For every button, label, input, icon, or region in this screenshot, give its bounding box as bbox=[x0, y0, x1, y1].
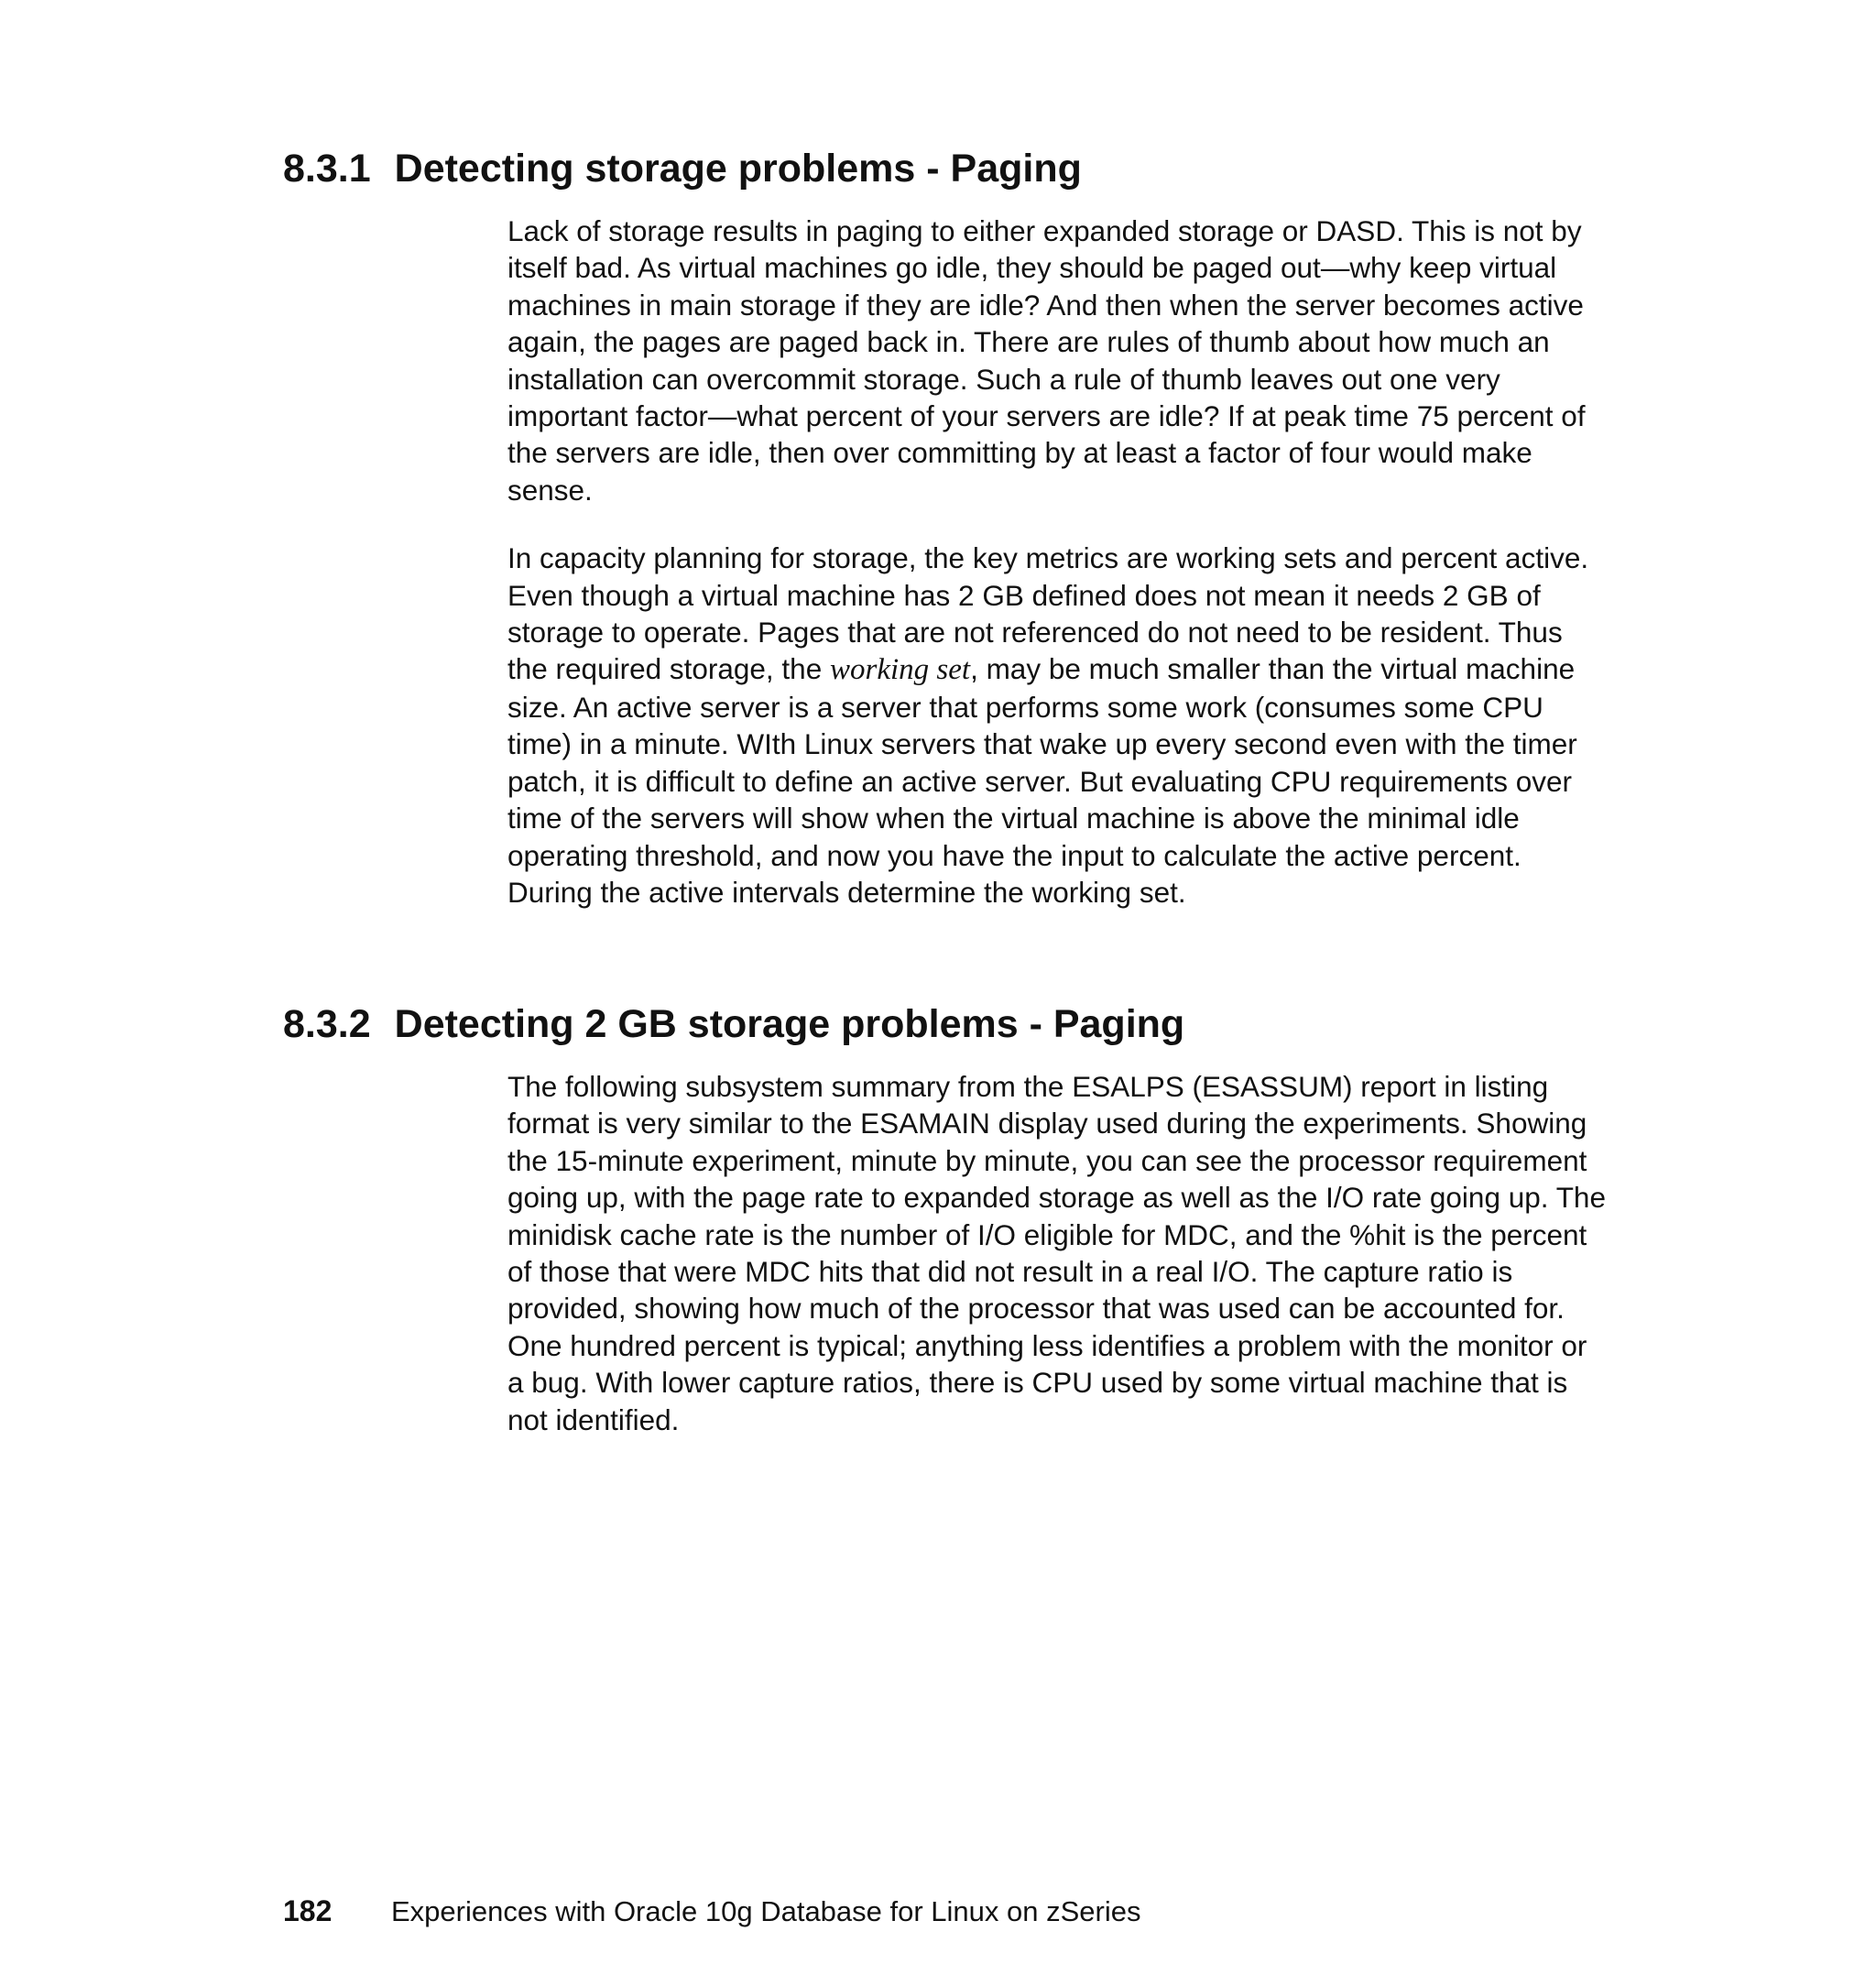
section-body-8-3-2 bbox=[507, 1068, 1607, 1469]
paragraph-text: , may be much smaller than the virtual machine size. An active server is a server that performs some work (consumes some CPU time) in a minute. WIth Linux servers that wake up every second even with the timer patch, it is difficult to define an active server. But evaluating CPU requirements over time of the servers will show when the virtual machine is above the minimal idle operating threshold, and now you have the input to calculate the active percent. During the active intervals determine the working set. bbox=[507, 652, 1577, 909]
book-title: Experiences with Oracle 10g Database for Linux on zSeries bbox=[391, 1895, 1141, 1927]
paragraph-lack-of-storage: Lack of storage results in paging to either expanded storage or DASD. This is not by itself bad. As virtual machines go idle, they should be paged out—why keep virtual machines in main storage if they are idle? And then when the server becomes active again, the pages are paged back in. There are rules of thumb about how much an installation can overcommit storage. Such a rule of thumb leaves out one very important factor—what percent of your servers are idle? If at peak time 75 percent of the servers are idle, then over committing by at least a factor of four would make sense. bbox=[507, 214, 1586, 507]
section-number: 8.3.2 bbox=[283, 1002, 371, 1046]
section-title: Detecting storage problems - Paging bbox=[394, 147, 1082, 191]
section-heading-8-3-1 bbox=[283, 145, 1082, 192]
section-body-8-3-1 bbox=[507, 213, 1607, 942]
emphasized-term: working set bbox=[829, 653, 971, 687]
paragraph-subsystem-summary: The following subsystem summary from the ESALPS (ESASSUM) report in listing format is very similar to the ESAMAIN display used during the experiments. Showing the 15-minute experiment, minute by minute, you can see the processor requirement going up, with the page rate to expanded storage as well as the I/O rate going up. The minidisk cache rate is the number of I/O eligible for MDC, and the %hit is the percent of those that were MDC hits that did not result in a real I/O. The capture ratio is provided, showing how much of the processor that was used can be accounted for. One hundred percent is typical; anything less identifies a problem with the monitor or a bug. With lower capture ratios, there is CPU used by some virtual machine that is not identified. bbox=[507, 1070, 1606, 1436]
page-footer bbox=[283, 1893, 1141, 1930]
section-heading-8-3-2 bbox=[283, 1000, 1184, 1048]
section-title: Detecting 2 GB storage problems - Paging bbox=[394, 1002, 1185, 1046]
section-number: 8.3.1 bbox=[283, 147, 371, 191]
paragraph-capacity-planning bbox=[507, 540, 1607, 911]
paragraph-text: In capacity planning for storage, the key metrics are working sets and percent active. Even though a virtual machine has 2 GB defined does not mean it needs 2 GB of storage to operate. Pages that are not referenced do not need to be resident. Thus the required storage, the bbox=[507, 541, 1589, 686]
page-number: 182 bbox=[283, 1894, 333, 1927]
